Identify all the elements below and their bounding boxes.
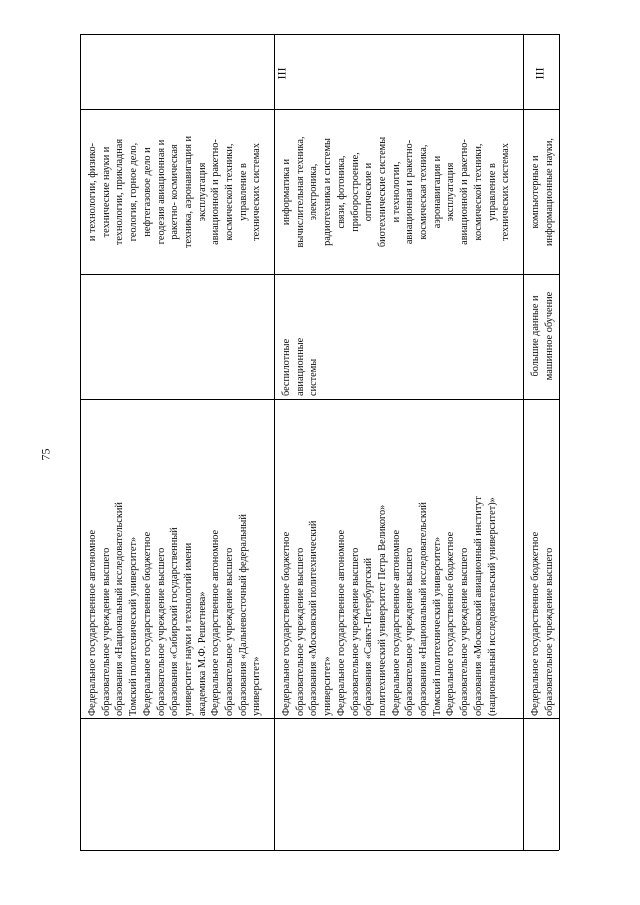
institution-line: Федеральное государственное автономное — [335, 529, 347, 716]
field-line: связи, фотоника, — [335, 155, 347, 229]
row-1-fields — [86, 112, 264, 272]
field-line: авиационной и ракетно- — [210, 139, 222, 245]
institution-line: образовательное учреждение высшего — [404, 547, 416, 716]
institution-line: Федеральное государственное бюджетное — [281, 531, 292, 716]
institution-line: академика М.Ф. Решетнева» — [196, 591, 208, 716]
field-line: нефтегазовое дело и — [141, 147, 153, 237]
field-line: и технологии, — [390, 161, 402, 223]
field-line: эксплуатация — [445, 162, 457, 222]
institution-line: (национальный исследовательский университет)» — [486, 497, 498, 716]
field-line: управление в — [486, 163, 498, 221]
field-line: радиотехника и системы — [322, 138, 334, 246]
direction-line: системы — [308, 358, 320, 396]
field-line: авиационной и ракетно- — [459, 139, 471, 245]
institution-line: Федеральное государственное автономное — [210, 529, 222, 716]
field-line: компьютерные и — [530, 155, 541, 229]
row-divider-2 — [523, 34, 524, 850]
table-border-right — [559, 34, 560, 850]
column-divider-direction — [80, 399, 559, 400]
row-3-fields — [529, 112, 556, 272]
field-line: техника, аэронавигация и — [182, 135, 194, 249]
field-line: вычислительная техника, — [294, 136, 306, 248]
row-2-fields — [280, 112, 513, 272]
field-line: биотехнические системы — [376, 136, 388, 248]
institution-line: образовательное учреждение высшего — [224, 547, 236, 716]
institution-line: Федеральное государственное бюджетное — [445, 531, 457, 716]
institution-line: образования «Национальный исследовательский — [114, 502, 126, 716]
page-number: 75 — [38, 448, 53, 461]
field-line: аэронавигация и — [431, 155, 443, 229]
field-line: технологии, прикладная — [114, 138, 126, 246]
field-line: космической техники, — [472, 143, 484, 241]
institution-line: образовательное учреждение высшего — [459, 547, 471, 716]
direction-line: большие данные и — [530, 295, 541, 377]
field-line: космическая техника, — [418, 144, 430, 240]
field-line: приборостроение, — [349, 152, 361, 232]
institution-line: политехнический университет Петра Великого» — [376, 504, 388, 716]
field-line: информатика и — [281, 158, 292, 226]
institution-line: образования «Национальный исследовательский — [418, 502, 430, 716]
institution-line: образовательное учреждение высшего — [543, 547, 555, 716]
direction-line: беспилотные — [281, 338, 292, 396]
institution-line: образовательное учреждение высшего — [100, 547, 112, 716]
direction-line: машинное обучение — [543, 291, 555, 381]
row-2-category: III — [274, 67, 289, 80]
institution-line: образовательное учреждение высшего — [155, 547, 167, 716]
row-3-category: III — [532, 67, 547, 80]
institution-line: образования «Московский авиационный институт — [472, 496, 484, 716]
field-line: геология, горное дело, — [128, 142, 140, 242]
institution-line: образования «Сибирский государственный — [169, 527, 181, 716]
institution-line: образования «Московский политехнический — [308, 520, 320, 716]
institution-line: университет» — [251, 656, 263, 716]
direction-line: авиационные — [294, 337, 306, 396]
field-line: технических системах — [251, 143, 263, 241]
institution-line: образования «Санкт-Петербургский — [363, 558, 375, 716]
institution-line: Федеральное государственное бюджетное — [141, 531, 153, 716]
row-2-direction — [280, 276, 321, 396]
institution-line: Томский политехнический университет» — [128, 536, 140, 716]
row-divider-1 — [274, 34, 275, 850]
row-3-direction — [529, 276, 556, 396]
field-line: электроника, — [308, 163, 320, 221]
field-line: эксплуатация — [196, 162, 208, 222]
institution-line: образовательное учреждение высшего — [294, 547, 306, 716]
table-border-top — [80, 34, 559, 35]
field-line: ракетно- космическая — [169, 144, 181, 240]
field-line: оптические и — [363, 162, 375, 222]
field-line: информационные науки, — [543, 138, 555, 246]
column-divider-category — [80, 109, 559, 110]
field-line: авиационная и ракетно- — [404, 139, 416, 245]
institution-line: образовательное учреждение высшего — [349, 547, 361, 716]
table-border-left — [80, 34, 81, 850]
field-line: и технологии, физико- — [87, 142, 98, 242]
institution-line: университет науки и технологий имени — [182, 542, 194, 716]
row-2-institutions — [280, 404, 499, 716]
field-line: управление в — [237, 163, 249, 221]
row-3-institutions — [529, 404, 556, 716]
row-1-institutions — [86, 404, 264, 716]
table-border-bottom — [80, 850, 559, 851]
institution-line: университет» — [322, 656, 334, 716]
institution-line: Томский политехнический университет» — [431, 536, 443, 716]
institution-line: Федеральное государственное автономное — [390, 529, 402, 716]
field-line: технических системах — [500, 143, 512, 241]
institution-line: Федеральное государственное автономное — [87, 529, 98, 716]
column-divider-fields — [80, 274, 559, 275]
field-line: технические науки и — [100, 146, 112, 238]
institution-line: образования «Дальневосточный федеральный — [237, 514, 249, 716]
institution-line: Федеральное государственное бюджетное — [530, 531, 541, 716]
column-divider-institutions — [80, 718, 559, 719]
field-line: космической техники, — [224, 143, 236, 241]
field-line: геодезия авиационная и — [155, 139, 167, 245]
